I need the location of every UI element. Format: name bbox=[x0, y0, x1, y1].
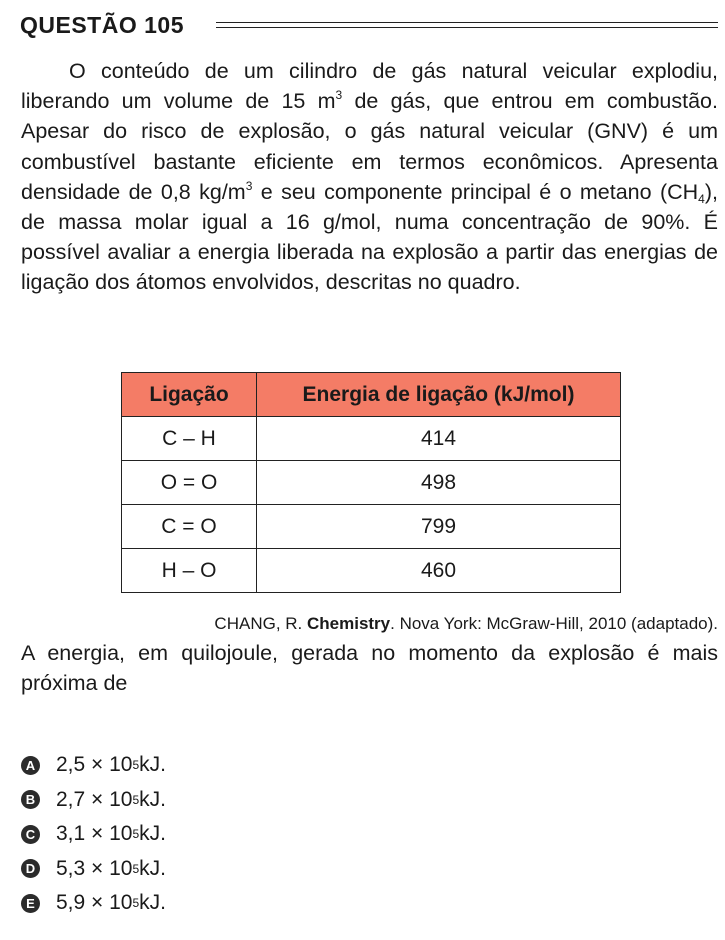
bond-cell: O = O bbox=[122, 461, 257, 505]
table-header-row bbox=[122, 373, 621, 417]
intro-text-1: O conteúdo de um cilindro de gás natural veicular explodiu, liberando um volume de 15 m bbox=[21, 59, 718, 114]
intro-paragraph bbox=[21, 56, 718, 298]
option-c[interactable]: C 3,1 × 10 5 kJ. bbox=[21, 817, 166, 852]
bond-cell: H – O bbox=[122, 549, 257, 593]
option-e-text: 5,9 × 10 bbox=[56, 891, 133, 915]
table-header-bond: Ligação bbox=[122, 373, 257, 417]
table-row bbox=[122, 417, 621, 461]
question-stem: A energia, em quilojoule, gerada no momento da explosão é mais próxima de bbox=[21, 641, 718, 696]
source-title: Chemistry bbox=[306, 614, 391, 633]
intro-sub-1: 4 bbox=[698, 191, 705, 206]
answer-options bbox=[21, 748, 166, 921]
energy-cell: 460 bbox=[257, 549, 621, 593]
energy-cell: 498 bbox=[257, 461, 621, 505]
header-rule-top bbox=[216, 22, 718, 23]
table-row bbox=[122, 505, 621, 549]
source-author: CHANG, R. bbox=[214, 614, 307, 633]
table-row bbox=[122, 549, 621, 593]
intro-text-2: de gás, que entrou em combustão. Apesar do risco de explosão, o gás natural veicular (GNV) é um combustível bastante eficiente em termos econômicos. Apresenta densidade de 0,8 kg/m bbox=[21, 89, 718, 204]
option-c-unit: kJ. bbox=[139, 822, 167, 846]
bond-cell: C = O bbox=[122, 505, 257, 549]
option-d-text: 5,3 × 10 bbox=[56, 856, 133, 880]
intro-sup-2: 3 bbox=[245, 178, 253, 193]
option-d-unit: kJ. bbox=[139, 856, 167, 880]
table-header-energy: Energia de ligação (kJ/mol) bbox=[257, 373, 621, 417]
option-b-unit: kJ. bbox=[139, 787, 167, 811]
table-row bbox=[122, 461, 621, 505]
option-letter-e-icon: E bbox=[21, 894, 40, 913]
bond-energy-table bbox=[121, 372, 621, 593]
option-a[interactable]: A 2,5 × 10 5 kJ. bbox=[21, 748, 166, 783]
option-a-unit: kJ. bbox=[139, 753, 167, 777]
intro-text-4: ), de massa molar igual a 16 g/mol, numa concentração de 90%. É possível avaliar a energia liberada na explosão a partir das energias de ligação dos átomos envolvidos, descritas no quadro. bbox=[21, 179, 718, 295]
option-b[interactable]: B 2,7 × 10 5 kJ. bbox=[21, 783, 166, 818]
question-header bbox=[20, 10, 718, 42]
source-citation bbox=[214, 614, 718, 634]
option-letter-c-icon: C bbox=[21, 825, 40, 844]
energy-cell: 414 bbox=[257, 417, 621, 461]
question-title: QUESTÃO 105 bbox=[20, 12, 184, 38]
option-b-text: 2,7 × 10 bbox=[56, 787, 133, 811]
option-c-text: 3,1 × 10 bbox=[56, 822, 133, 846]
bond-cell: C – H bbox=[122, 417, 257, 461]
header-rule-bottom bbox=[216, 27, 718, 28]
option-d[interactable]: D 5,3 × 10 5 kJ. bbox=[21, 852, 166, 887]
option-e[interactable]: E 5,9 × 10 5 kJ. bbox=[21, 886, 166, 921]
intro-text-3: e seu componente principal é o metano (CH bbox=[252, 179, 699, 204]
option-a-text: 2,5 × 10 bbox=[56, 753, 133, 777]
option-e-unit: kJ. bbox=[139, 891, 167, 915]
intro-sup-1: 3 bbox=[335, 88, 343, 103]
option-letter-a-icon: A bbox=[21, 756, 40, 775]
option-letter-b-icon: B bbox=[21, 790, 40, 809]
option-letter-d-icon: D bbox=[21, 859, 40, 878]
energy-cell: 799 bbox=[257, 505, 621, 549]
source-rest: . Nova York: McGraw-Hill, 2010 (adaptado). bbox=[390, 614, 718, 633]
